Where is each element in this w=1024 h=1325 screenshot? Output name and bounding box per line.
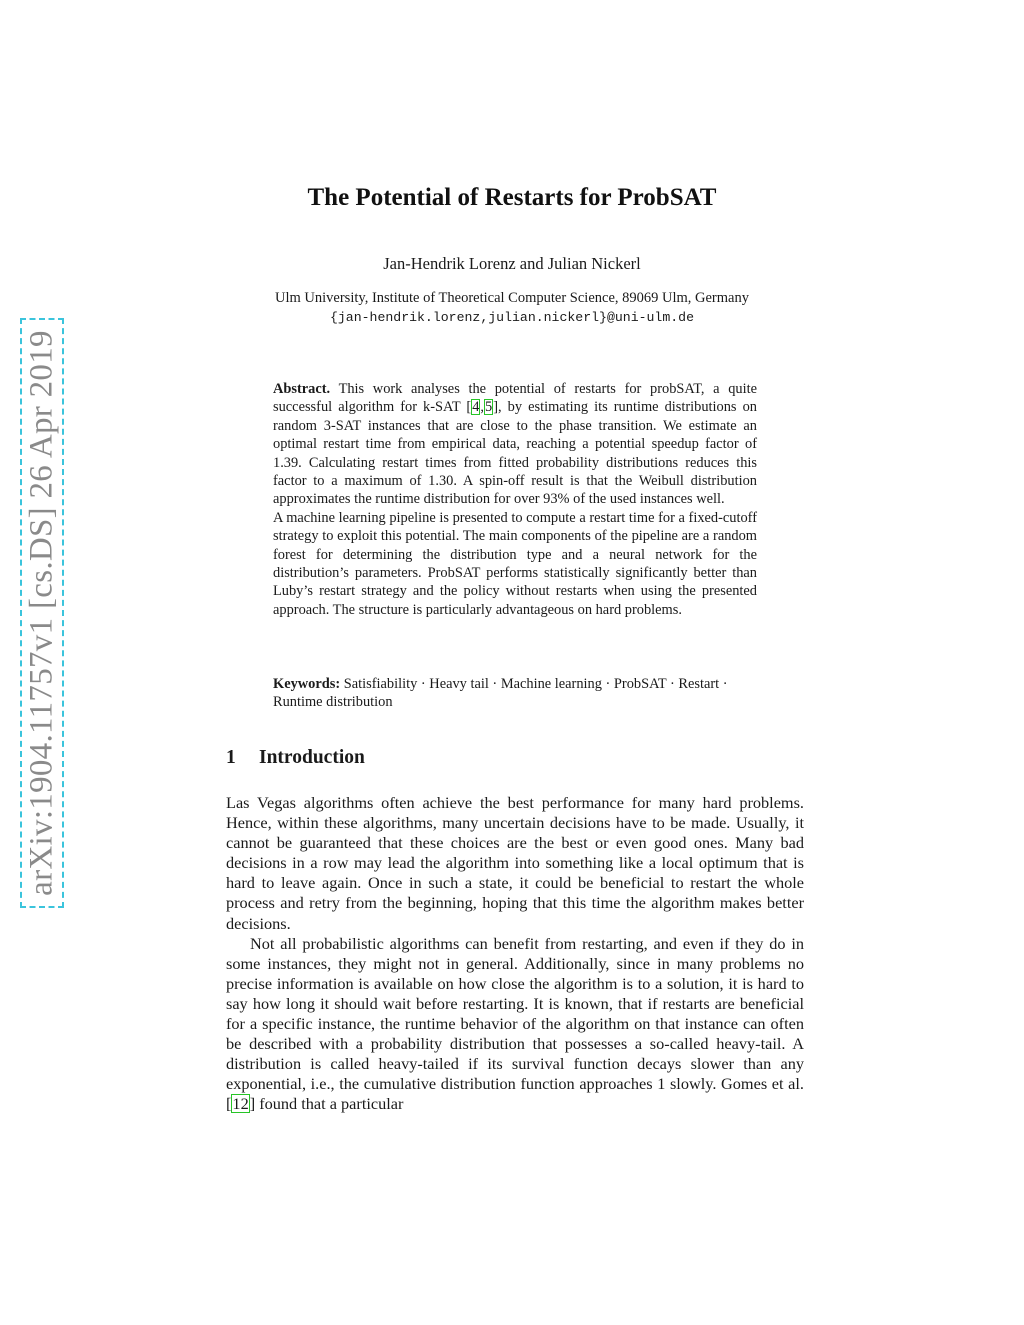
arxiv-stamp-text: arXiv:1904.11757v1 [cs.DS] 26 Apr 2019 xyxy=(23,330,60,896)
citation-link-5[interactable]: 5 xyxy=(485,399,493,416)
paper-authors: Jan-Hendrik Lorenz and Julian Nickerl xyxy=(383,254,641,273)
abstract-text-1b: ], by estimating its runtime distributions on random 3-SAT instances that are close to the phase transition. We estimate an optimal restart time from empirical data, reaching a potential speedup factor of 1.39. Calculating restart times from fitted probability distributions reduces this factor to a maximum of 1.30. A spin-off result is that the Weibull distribution approximates the runtime distribution for over 93% of the used instances well. xyxy=(273,399,757,508)
abstract-paragraph-2: A machine learning pipeline is presented to compute a restart time for a fixed-cutoff strategy to exploit this potential. The main components of the pipeline are a random forest for determining the distribution type and a neural network for the distribution’s parameters. ProbSAT performs statistically significantly better than Luby’s restart strategy and the policy without restarts when using the presented approach. The structure is particularly advantageous on hard problems. xyxy=(273,509,757,618)
abstract-text-1a: This work analyses the potential of restarts for probSAT, a quite successful algorithm for k-SAT [ xyxy=(273,381,757,416)
abstract xyxy=(273,380,757,619)
keywords xyxy=(273,675,757,712)
arxiv-stamp[interactable] xyxy=(20,318,64,908)
body-text xyxy=(226,793,804,1115)
body-paragraph-2 xyxy=(226,934,804,1115)
keywords-text: Satisfiability · Heavy tail · Machine learning · ProbSAT · Restart · Runtime distribution xyxy=(273,676,728,711)
section-title: Introduction xyxy=(259,747,365,768)
citation-link-4[interactable]: 4 xyxy=(472,399,480,416)
body-text-2a: Not all probabilistic algorithms can benefit from restarting, and even if they do in some instances, they might not in general. Additionally, since in many problems no precise information is available on how close the algorithm is to a solution, it is hard to say how long it should wait before restarting. It is known, that if restarts are beneficial for a specific instance, the runtime behavior of the algorithm on that instance can often be described with a probability distribution that possesses a so-called heavy-tail. A distribution is called heavy-tailed if its survival function decays slower than any exponential, i.e., the cumulative distribution function approaches 1 slowly. Gomes et al. [ xyxy=(226,933,804,1114)
keywords-label: Keywords: xyxy=(273,676,341,692)
author-emails: {jan-hendrik.lorenz,julian.nickerl}@uni-ulm.de xyxy=(329,310,695,325)
paper-affiliation: Ulm University, Institute of Theoretical Computer Science, 89069 Ulm, Germany xyxy=(275,290,749,306)
citation-link-12[interactable]: 12 xyxy=(232,1094,249,1114)
body-paragraph-1: Las Vegas algorithms often achieve the best performance for many hard problems. Hence, within these algorithms, many uncertain decisions have to be made. Usually, it cannot be guaranteed that these choices are the best or even good ones. Many bad decisions in a row may lead the algorithm into something like a local optimum that is hard to leave again. Once in such a state, it could be beneficial to restart the whole process and retry from the beginning, hoping that this time the algorithm makes better decisions. xyxy=(226,793,804,933)
paper-title: The Potential of Restarts for ProbSAT xyxy=(307,184,717,211)
abstract-paragraph-1 xyxy=(273,380,757,509)
section-number: 1 xyxy=(226,747,236,768)
abstract-label: Abstract. xyxy=(273,381,331,397)
section-heading-introduction xyxy=(226,747,365,769)
citation-separator: , xyxy=(480,399,485,416)
body-text-2b: ] found that a particular xyxy=(249,1094,404,1114)
